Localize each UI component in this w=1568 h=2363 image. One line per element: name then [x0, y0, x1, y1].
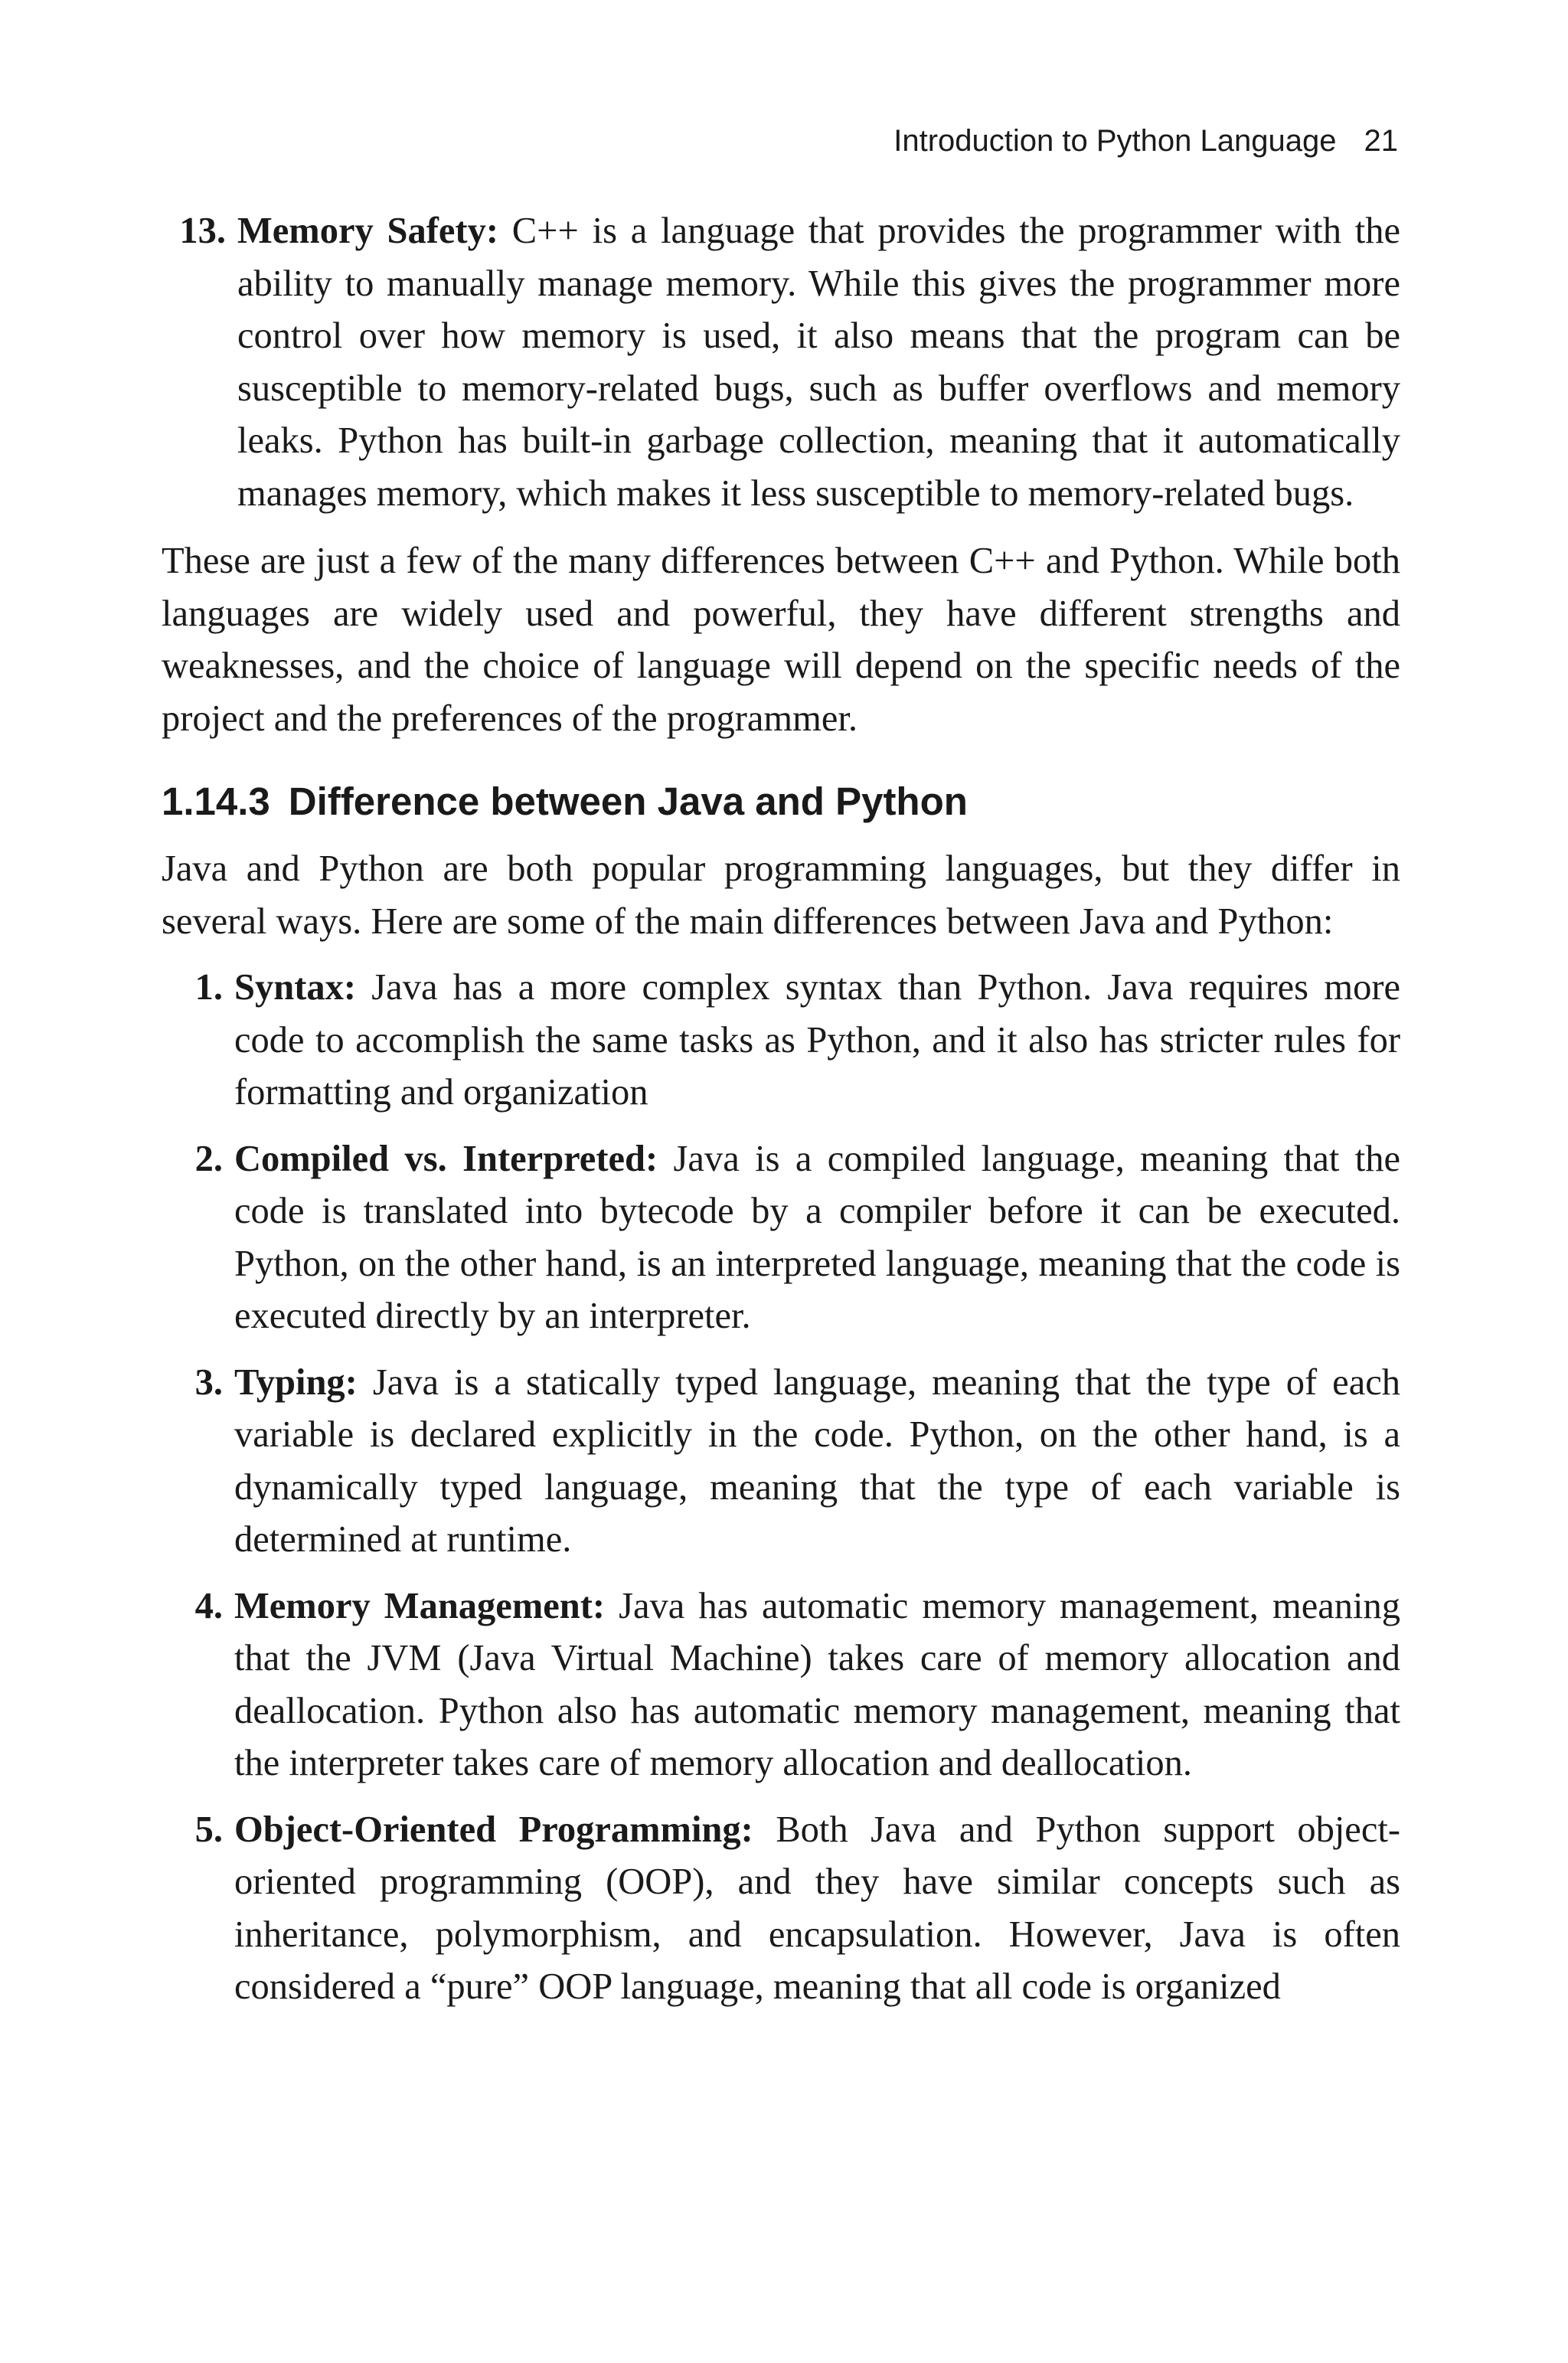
list-item-text: Java is a compiled language, meaning that the code is translated into bytecode by a compiler before it can be executed. Python, on the other hand, is an interpreted language, meaning that the code is executed directly by an interpreter. [234, 1138, 1400, 1336]
list-item-term: Syntax: [234, 967, 356, 1008]
list-item-term: Typing: [234, 1361, 358, 1403]
list-item-term: Compiled vs. Interpreted: [234, 1138, 658, 1179]
list-item-term: Memory Management: [234, 1585, 606, 1626]
list-item-term: Memory Safety: [237, 211, 498, 251]
list-item-text: Java is a statically typed language, meaning that the type of each variable is declared explicitly in the code. Python, on the other hand, is a dynamically typed language, meaning that the type of each variable is determined at runtime. [234, 1361, 1401, 1560]
list-item-number: 5. [194, 1809, 223, 1850]
differences-list [162, 962, 1400, 2014]
list-item-text: Java has automatic memory management, meaning that the JVM (Java Virtual Machine) takes care of memory allocation and deallocation. Python also has automatic memory management, meaning that the interpreter takes care of memory allocation and deallocation. [234, 1585, 1400, 1783]
list-item-number: 3. [194, 1361, 223, 1403]
list-item [162, 1133, 1400, 1343]
list-item-number: 2. [194, 1138, 223, 1179]
list-item [162, 962, 1400, 1119]
list-item-text: C++ is a language that provides the programmer with the ability to manually manage memory. While this gives the programmer more control over how memory is used, it also means that the program can be susceptible to memory-related bugs, such as buffer overflows and memory leaks. Python has built-in garbage collection, meaning that it automatically manages memory, which makes it less susceptible to memory-related bugs. [237, 211, 1401, 514]
list-item-number: 1. [194, 967, 223, 1008]
list-item [162, 205, 1400, 520]
list-item-term: Object-Oriented Programming: [234, 1809, 753, 1850]
page-number: 21 [1364, 124, 1398, 158]
list-item-text: Java has a more complex syntax than Python. Java requires more code to accomplish the same tasks as Python, and it also has stricter rules for formatting and organization [234, 967, 1400, 1113]
list-item [162, 1804, 1400, 2014]
list-item-number: 4. [194, 1585, 223, 1626]
summary-paragraph: These are just a few of the many differences between C++ and Python. While both languages are widely used and powerful, they have different strengths and weaknesses, and the choice of language will depend on the specific needs of the project and the preferences of the programmer. [162, 541, 1400, 739]
continued-numbered-list [162, 205, 1400, 520]
running-header [893, 123, 1398, 159]
list-item [162, 1357, 1400, 1567]
page-body [162, 205, 1400, 2014]
list-item-number: 13. [179, 211, 226, 251]
section-heading [162, 777, 1400, 826]
section-intro-paragraph: Java and Python are both popular programming languages, but they differ in several ways. Here are some of the main differences between Java and Python: [162, 848, 1400, 942]
list-item [162, 1580, 1400, 1790]
section-number: 1.14.3 [162, 779, 270, 823]
running-header-title: Introduction to Python Language [893, 124, 1337, 158]
list-item-text: Both Java and Python support object-oriented programming (OOP), and they have similar concepts such as inheritance, polymorphism, and encapsulation. However, Java is often considered a “pure” OOP language, meaning that all code is organized [234, 1809, 1400, 2007]
section-title: Difference between Java and Python [288, 779, 968, 823]
